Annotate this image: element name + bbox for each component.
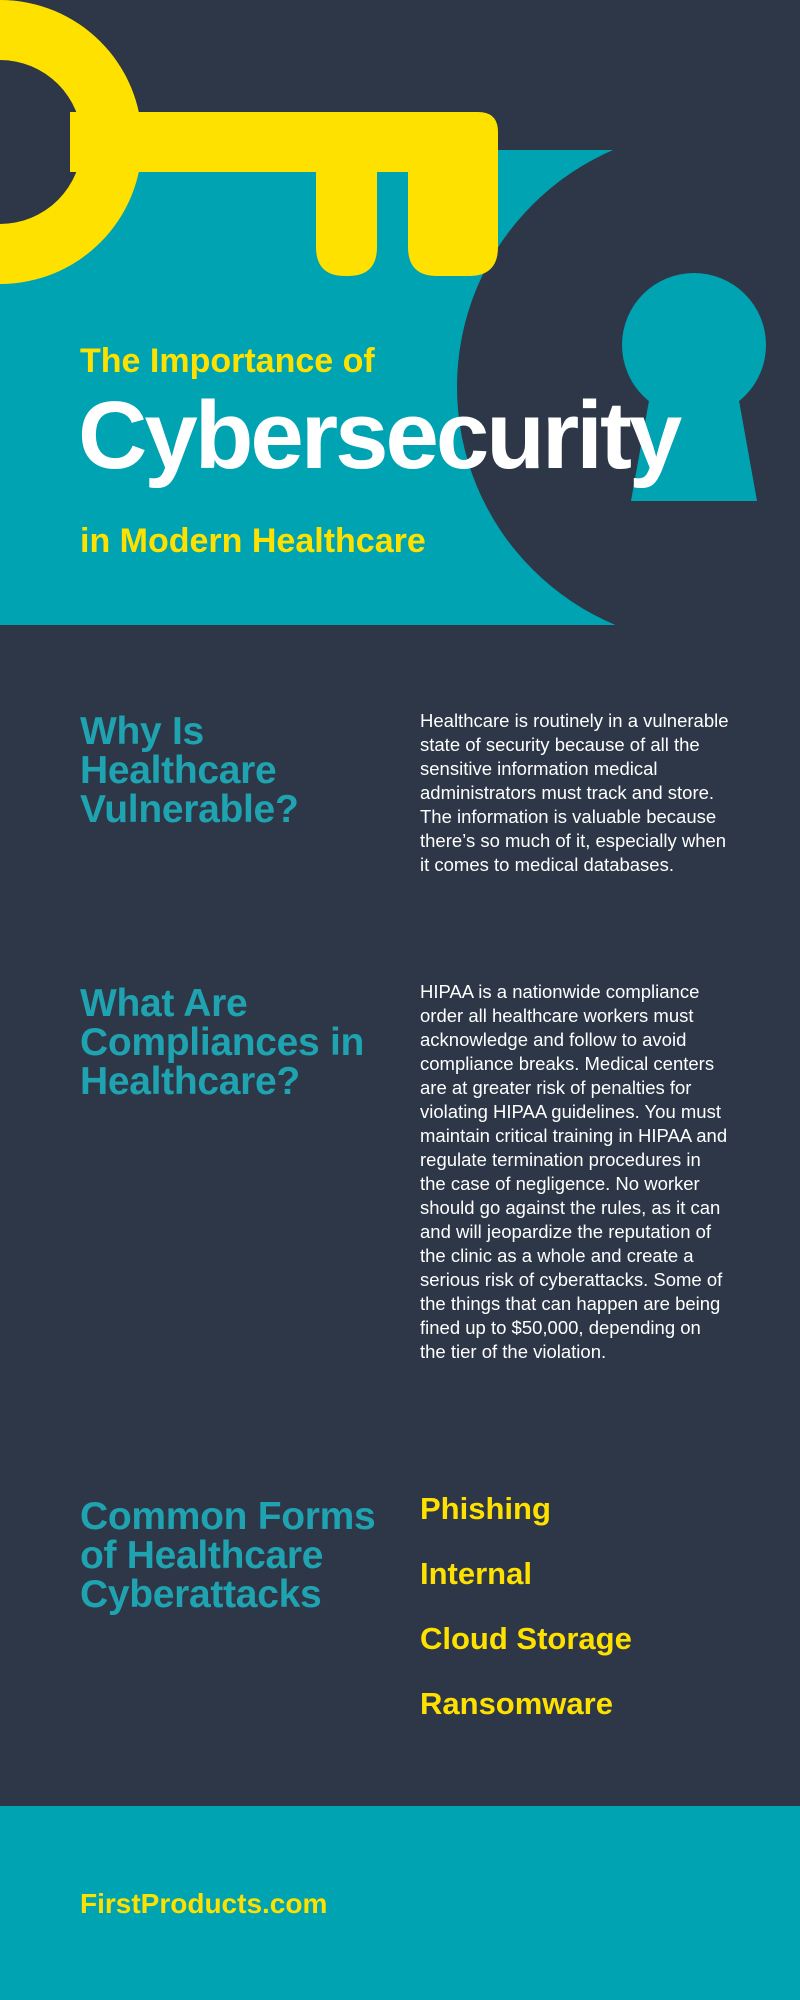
keyhole-icon xyxy=(457,129,800,625)
cyberattack-list xyxy=(420,1493,632,1753)
list-item: Phishing xyxy=(420,1491,551,1526)
key-icon xyxy=(0,0,498,284)
section-common-cyberattacks xyxy=(0,1491,800,1737)
section-body: HIPAA is a nationwide compliance order all healthcare workers must acknowledge and follow to avoid compliance breaks. Medical centers are at greater risk of penalties for violating HIPAA guidelines. You must maintain critical training in HIPAA and regulate termination procedures in the case of negligence. No worker should go against the rules, as it can and will jeopardize the reputation of the clinic as a whole and create a serious risk of cyberattacks. Some of the things that can happen are being fined up to $50,000, depending on the tier of the violation. xyxy=(420,981,728,1362)
list-item: Cloud Storage xyxy=(420,1621,632,1656)
hero-title: Cybersecurity xyxy=(78,382,680,489)
section-heading: Why Is Healthcare Vulnerable? xyxy=(80,710,299,831)
hero-header xyxy=(0,0,800,625)
list-item: Internal xyxy=(420,1556,532,1591)
section-why-vulnerable xyxy=(0,712,800,932)
list-item: Ransomware xyxy=(420,1686,613,1721)
hero-kicker-bottom: in Modern Healthcare xyxy=(80,522,426,560)
section-heading: What Are Compliances in Healthcare? xyxy=(80,982,365,1103)
section-compliances xyxy=(0,981,800,1444)
section-body: Healthcare is routinely in a vulnerable state of security because of all the sensitive information medical administrators must track and store. The information is valuable because there’s so much of it, especially when it comes to medical databases. xyxy=(420,710,729,875)
footer-site-name: FirstProducts.com xyxy=(80,1888,328,1919)
section-heading: Common Forms of Healthcare Cyberattacks xyxy=(80,1495,376,1616)
footer xyxy=(0,1806,800,2000)
hero-kicker-top: The Importance of xyxy=(80,342,375,380)
